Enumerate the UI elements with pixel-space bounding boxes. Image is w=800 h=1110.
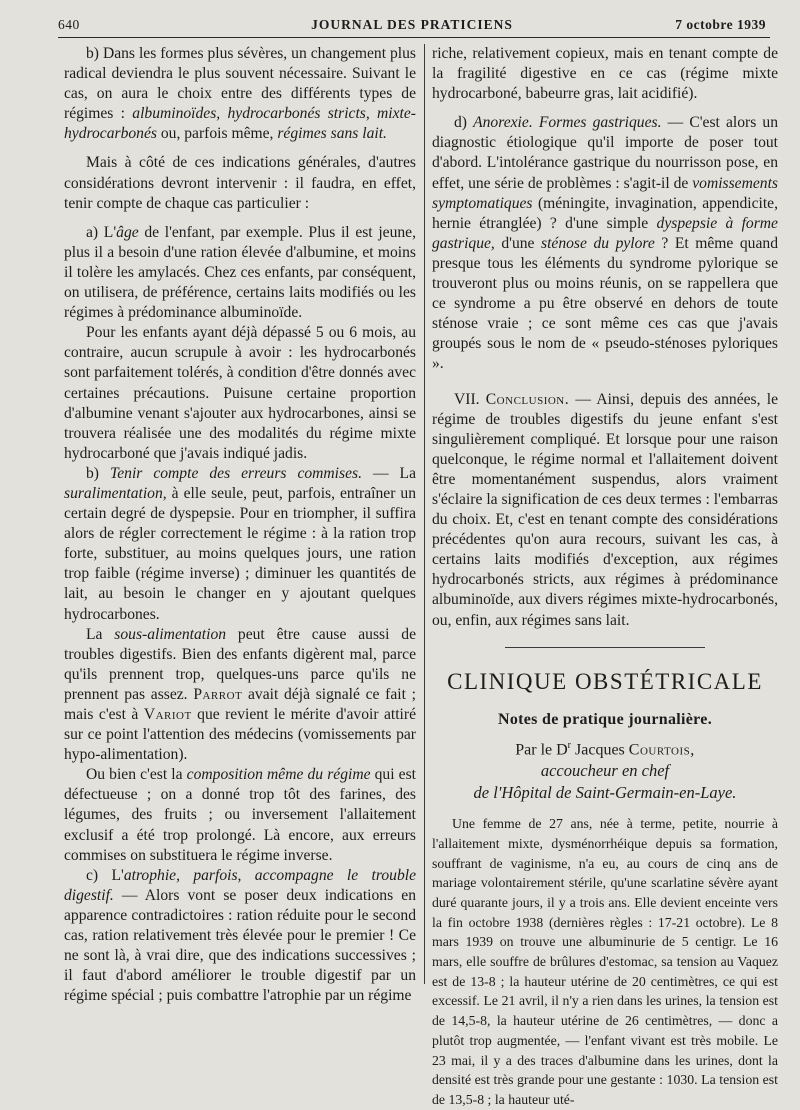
right-column [432, 44, 778, 1110]
paragraph: riche, relativement copieux, mais en tenant compte de la fragilité digestive en ce cas (régime mixte hydrocarboné, babeurre gras, lait acidifié). [432, 45, 778, 103]
paragraph: Pour les enfants ayant déjà dépassé 5 ou 6 mois, au contraire, aucun scrupule à avoir : les hydrocarbonés sont parfaitement tolérés, à condition d'être donnés avec certaines précautions. Puisune certaine proportion d'albumine venant s'ajouter aux hydrocarbones, ainsi se trouvera réalisée une des modalités du régime mixte hydrocarboné que j'avais indiqué jadis. [64, 324, 416, 462]
author-role: accoucheur en chef [540, 761, 670, 781]
left-column [64, 44, 416, 1006]
paragraph: a) L'âge de l'enfant, par exemple. Plus il est jeune, plus il a besoin d'une ration élevée d'albumine, et moins il tolère les amylacés. Chez ces enfants, par conséquent, on utilisera, de préférence, certains laits modifiés ou les régimes à prédominance albuminoïde. [64, 223, 416, 322]
paragraph: c) L'atrophie, parfois, accompagne le trouble digestif. — Alors vont se poser deux indications en apparence contradictoires : ration réduite pour le second cas, ration relativement très élevée pour le premier ! Ce ne sont là, à vrai dire, que des indications successives ; il faut d'abord améliorer le trouble digestif par un régime spécial ; puis combattre l'atrophie par un régime [64, 866, 416, 1005]
author-byline: Par le $D^r$ Jacques Courtois, accoucheur en chef de l'Hôpital de Saint-Germain-en-Laye. [473, 739, 737, 803]
paragraph: b) Dans les formes plus sévères, un changement plus radical deviendra le plus souvent nécessaire. Suivant le cas, on aura le choix entre des différents types de régimes : albuminoïdes, hydrocarbonés stricts, mixte-hydrocarbonés ou, parfois même, régimes sans lait. [64, 45, 416, 143]
author-institution: de l'Hôpital de Saint-Germain-en-Laye. [473, 783, 737, 803]
paragraph: Mais à côté de ces indications générales, d'autres considérations devront intervenir : il faudra, en effet, tenir compte de chaque cas particulier : [64, 154, 416, 212]
paragraph: b) Tenir compte des erreurs commises. — La suralimentation, à elle seule, peut, parfois, entraîner un certain degré de dyspepsie. Pour en triompher, il suffira alors de régler correctement le régime : à la ration trop forte, substituer, au moins quelques jours, une ration trop faible (régime inverse) ; diminuer les quantités de lait, au besoin le changer en y ajoutant quelques hydrocarbones. [64, 464, 417, 623]
running-header [58, 14, 766, 38]
paragraph: d) Anorexie. Formes gastriques. — C'est alors un diagnostic étiologique qu'il importe de poser tout d'abord. L'intolérance gastrique du nourrisson pose, en effet, une série de problèmes : s'agit-il de vomissements symptomatiques (méningite, invagination, appendicite, hernie étranglée) ? d'une simple dyspepsie à forme gastrique, d'une sténose du pylore ? Et même quand presque tous les éléments du syndrome pylorique se trouveront plus ou moins réunis, on se rappellera que ce syndrome a pu être observé en dehors de toute sténose vraie ; ce sont même ces cas que j'avais groupés sous le nom de « pseudo-sténoses pyloriques ». [432, 114, 778, 373]
journal-title: JOURNAL DES PRATICIENS [311, 17, 513, 32]
section-divider [505, 647, 705, 648]
paragraph: Une femme de 27 ans, née à terme, petite, nourrie à l'allaitement mixte, dysménorrhéique depuis sa formation, souffrant de vaginisme, n'a eu, au cours de cinq ans de mariage volontairement stérile, qu'une scarlatine sévère ayant duré quarante jours, il y a trois ans. Elle devient enceinte vers la fin octobre 1938 (dernières règles : 17-21 octobre). Le 8 mars 1939 on trouve une albuminurie de 5 centigr. Le 16 mars, elle souffre de brûlures d'estomac, sa tension au Vaquez est de 13-8 ; la hauteur utérine de 20 centimètres, ce qui est excessif. Le 21 avril, il n'y a rien dans les urines, la tension est de 14,5-8, la hauteur utérine de 26 centimètres, — donc a plutôt trop augmentée, — l'enfant vivant est très mobile. Le 23 mai, il y a des traces d'albumine dans les urines, dont la densité est très grande pour une gestante : 1030. La tension est de 13,5-8 ; la hauteur uté- [432, 816, 778, 1107]
section-title: CLINIQUE OBSTÉTRICALE [447, 668, 763, 694]
paragraph: Ou bien c'est la composition même du régime qui est défectueuse ; on a donné trop tôt des farines, des légumes, des fruits ; ou inversement l'allaitement exclusif a été trop prolongé. Là encore, aux erreurs commises on substituera le régime inverse. [64, 766, 416, 864]
conclusion-paragraph: VII. Conclusion. — Ainsi, depuis des années, le régime de troubles digestifs du jeune enfant s'est singulièrement compliqué. Et lorsque pour une raison quelconque, le régime normal et l'allaitement doivent être momentanément suspendus, alors vraiment s'éclaire la signification de ces deux termes : l'embarras du choix. Et, c'est en tenant compte des considérations précédentes qu'on aura recours, suivant les cas, à certains laits modifiés d'exception, aux régimes hydrocarbonés stricts, aux régimes à prédominance albuminoïde, aux divers régimes mixte-hydrocarbonés, ou, enfin, aux régimes sans lait. [432, 390, 778, 629]
case-report [432, 814, 778, 1110]
paragraph: La sous-alimentation peut être cause aussi de troubles digestifs. Bien des enfants digèrent mal, parce qu'ils prennent trop, quelques-uns parce qu'ils ne prennent pas assez. Parrot avait déjà signalé ce fait ; mais c'est à Variot que revient le mérite d'avoir attiré sur ce point l'attention des médecins (vomissements par hypo-alimentation). [64, 625, 417, 764]
column-separator [424, 44, 425, 984]
issue-date: 7 octobre 1939 [675, 17, 766, 32]
header-rule [58, 37, 770, 38]
article-subtitle: Notes de pratique journalière. [497, 710, 712, 728]
page-number: 640 [58, 17, 80, 32]
